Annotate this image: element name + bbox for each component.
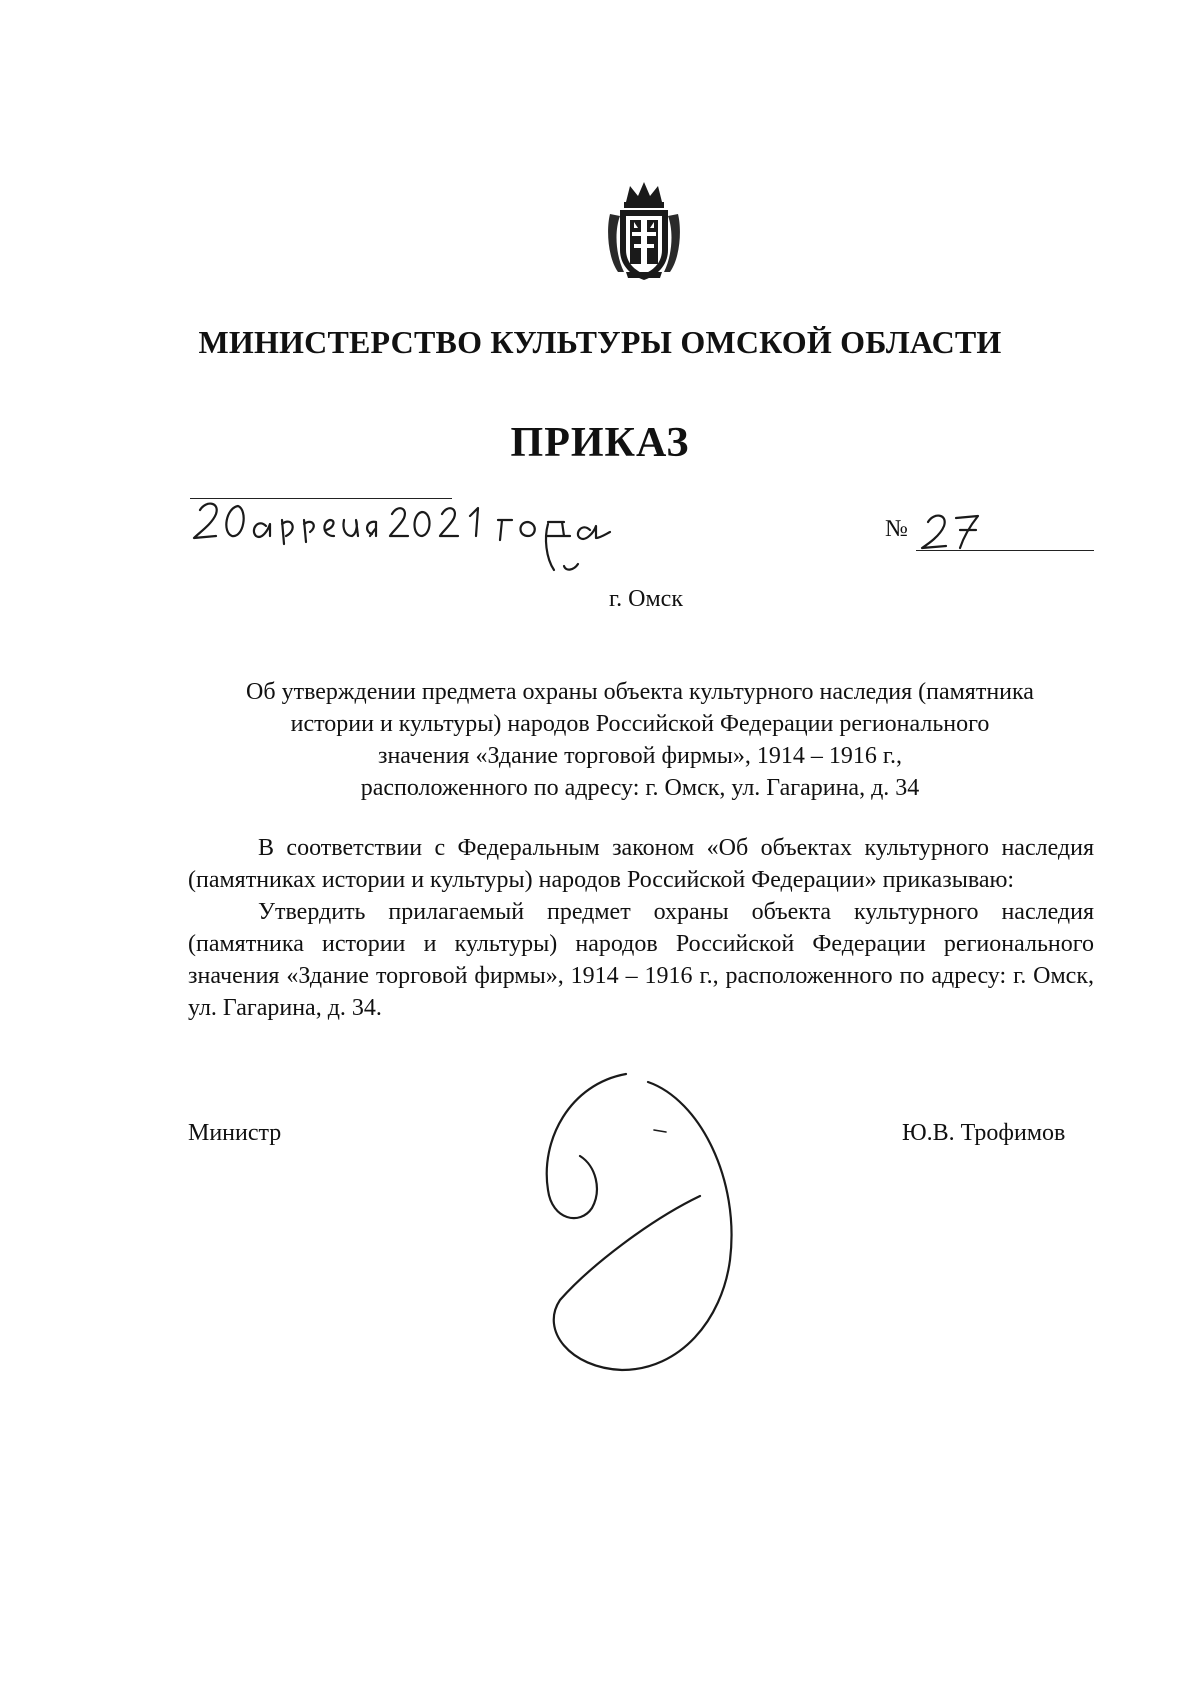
body-paragraph-1: В соответствии с Федеральным законом «Об объектах культурного наследия (памятниках истории и культуры) народов Российской Федерации» приказываю: (188, 835, 1094, 893)
document-subject (180, 676, 1100, 804)
subject-line-3: значения «Здание торговой фирмы», 1914 – 1916 г., (377, 743, 902, 769)
date-underline (190, 498, 452, 499)
number-underline (916, 550, 1094, 551)
ministry-name: МИНИСТЕРСТВО КУЛЬТУРЫ ОМСКОЙ ОБЛАСТИ (198, 324, 1002, 360)
document-type-title: ПРИКАЗ (510, 420, 690, 466)
signatory-name: Ю.В. Трофимов (902, 1120, 1066, 1146)
handwritten-number (918, 508, 1018, 552)
city: г. Омск (609, 586, 683, 612)
subject-line-2: истории и культуры) народов Российской Федерации регионального (290, 711, 990, 737)
body-paragraph-2: Утвердить прилагаемый предмет охраны объекта культурного наследия (памятника истории и культуры) народов Российской Федерации регионального значения «Здание торговой фирмы», 1914 – 1916 г., расположенного по адресу: г. Омск, ул. Гагарина, д. 34. (188, 899, 1094, 1021)
subject-line-1: Об утверждении предмета охраны объекта культурного наследия (памятника (246, 679, 1034, 705)
number-label: № (885, 516, 908, 542)
signature-icon (530, 1070, 760, 1410)
subject-line-4: расположенного по адресу: г. Омск, ул. Гагарина, д. 34 (360, 775, 920, 801)
handwritten-date (186, 496, 656, 576)
coat-of-arms-icon (604, 180, 684, 283)
signatory-title: Министр (188, 1120, 282, 1146)
document-body (188, 832, 1094, 1024)
